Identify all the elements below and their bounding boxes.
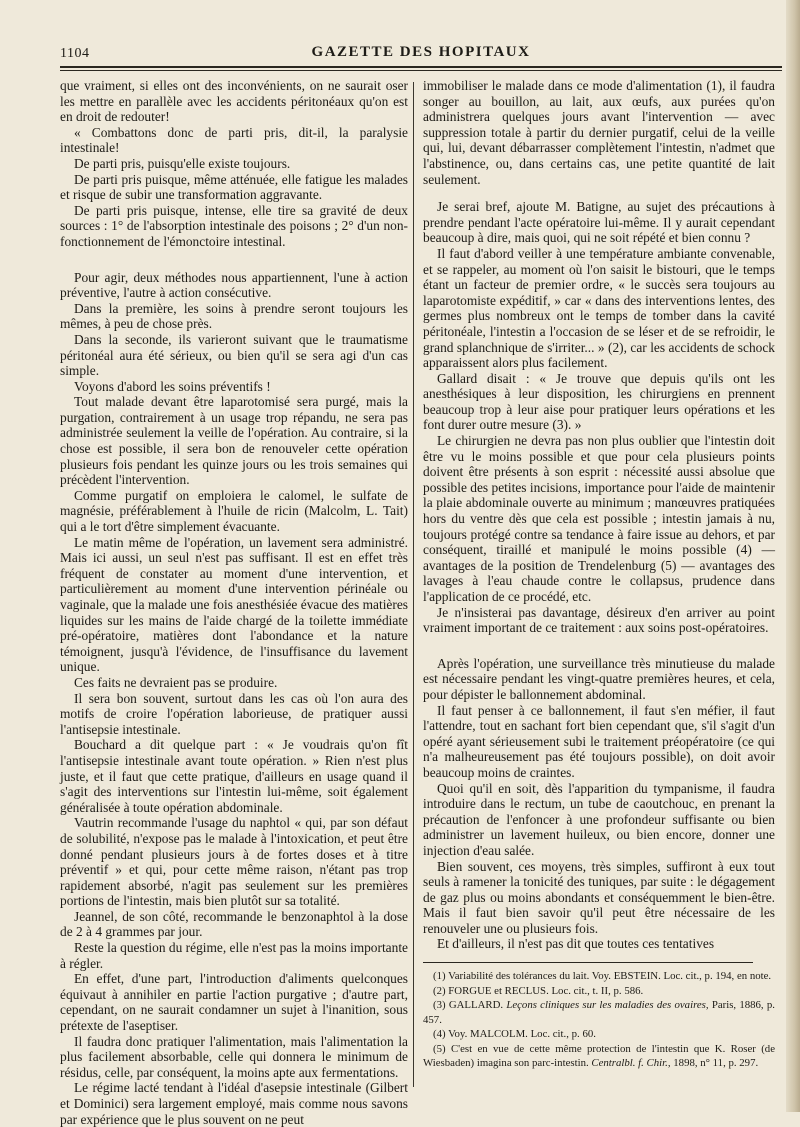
- footnote: [423, 984, 775, 999]
- paragraph: Voyons d'abord les soins préventifs !: [74, 378, 271, 394]
- paragraph: Il faudra donc pratiquer l'alimentation, mais l'alimentation la plus facilement absorbable, celle qui donnera le minimum de résidus, celle, par conséquent, la moins apte aux fermentations.: [60, 1033, 408, 1080]
- paragraph: Ces faits ne devraient pas se produire.: [74, 674, 278, 690]
- footnote-post: 1898, n° 11, p. 297.: [670, 1057, 759, 1070]
- paragraph: Le régime lacté tendant à l'idéal d'asepsie intestinale (Gilbert et Dominici) sera largement employé, mais comme nous savons par expérience que le plus souvent on ne peut: [60, 1080, 408, 1127]
- paragraph: Bouchard a dit quelque part : « Je voudrais qu'on fît l'antisepsie intestinale avant toute opération. » Rien n'est plus juste, et il faut que cette pratique, d'ailleurs en usage quand il s'agit des interventions sur l'intestin lui-même, soit également généralisée à toute opération abdominale.: [60, 737, 408, 815]
- footnote-pre: (5) C'est en vue de cette même protection de l'intestin que K. Roser (de Wiesbaden) imagina son parc-intestin.: [423, 1042, 775, 1070]
- paragraph: Il faut penser à ce ballonnement, il faut s'en méfier, il faut l'attendre, tout en sachant fort bien cependant que, s'il s'agit d'un opéré ayant sérieusement subi le traitement préopératoire (ce qui n'a malheureusement pas été toujours possible), on doit avoir beaucoup moins de craintes.: [423, 702, 775, 780]
- right-column-body: [423, 78, 775, 952]
- footnotes: [423, 969, 775, 1071]
- paragraph: En effet, d'une part, l'introduction d'aliments quelconques équivaut à annihiler en partie l'action purgative ; d'autre part, cependant, on ne saurait condamner un sujet à l'inanition, sous prétexte de l'aseptiser.: [60, 971, 408, 1034]
- section-break: [60, 250, 408, 270]
- paragraph: que vraiment, si elles ont des inconvénients, on ne saurait oser les mettre en parallèle avec les accidents péritonéaux qu'on est en droit de redouter!: [60, 78, 408, 125]
- paragraph: Le matin même de l'opération, un lavement sera administré. Mais ici aussi, un seul n'est pas suffisant. Il est en effet très fréquent de constater au moment d'une intervention, et particulièrement au moment d'une intervention périnéale ou vaginale, que la malade une fois anesthésiée évacue des matières liquides sur les mains de l'aide chargé de la toilette immédiate pré-opératoire, matières dont l'abondance et la nature témoignent, jusqu'à l'évidence, de l'insuffisance du lavement unique.: [60, 534, 408, 675]
- column-divider: [413, 82, 414, 1087]
- footnote-src: Centralbl. f. Chir.,: [591, 1057, 671, 1070]
- right-text-column: [423, 78, 775, 1071]
- left-text-column: [60, 78, 408, 1127]
- footnote: [423, 969, 775, 984]
- paragraph: Vautrin recommande l'usage du naphtol « qui, par son défaut de solubilité, n'expose pas le malade à l'intoxication, et peut être donné pendant plusieurs jours à de fortes doses et à titre préventif » et qui, pour cette même raison, n'étant pas trop rapidement absorbé, n'agit pas seulement sur les premières portions de l'intestin, mais bien plutôt sur sa totalité.: [60, 815, 408, 909]
- page-header: [60, 42, 782, 64]
- section-break: [423, 636, 775, 656]
- footnote-post: Paris, 1886, p. 457.: [423, 999, 775, 1026]
- paragraph: Je n'insisterai pas davantage, désireux d'en arriver au point vraiment important de ce traitement : aux soins post-opératoires.: [423, 604, 775, 636]
- footnote: [423, 998, 775, 1027]
- paragraph: Gallard disait : « Je trouve que depuis qu'ils ont les anesthésiques à leur disposition, les chirurgiens en prennent beaucoup trop à leur aise pour pratiquer leurs opérations et les font durer outre mesure (3). »: [423, 370, 775, 433]
- paragraph: Après l'opération, une surveillance très minutieuse du malade est nécessaire pendant les vingt-quatre premières heures, et cela, pour dépister le ballonnement abdominal.: [423, 655, 775, 702]
- paragraph: immobiliser le malade dans ce mode d'alimentation (1), il faudra songer au bouillon, au lait, aux œufs, aux purées qu'on administrera quelques jours avant l'intervention — avec suppression totale à partir du dernier purgatif, celui de la veille qui, lui, devant débarrasser complètement l'intestin, n'admet que l'abstinence, ou, dans certains cas, une petite quantité de lait seulement.: [423, 78, 775, 187]
- section-break: [423, 187, 775, 199]
- paragraph: Il faut d'abord veiller à une température ambiante convenable, et se rappeler, au moment où l'on saisit le bistouri, que le temps étant un facteur de premier ordre, « le succès sera toujours au laparotomiste expéditif, » car « dans des interventions lentes, des germes plus nombreux ont le temps de tomber dans la cavité péritonéale, l'intestin a l'occasion de se léser et de se refroidir, le grand splanchnique de s'irriter... » (2), car les accidents de schock apparaissent alors plus facilement.: [423, 245, 775, 371]
- paragraph: Quoi qu'il en soit, dès l'apparition du tympanisme, il faudra introduire dans le rectum, un tube de caoutchouc, en prenant la précaution de l'enfoncer à une profondeur suffisante ou bien administrer un lavement huileux, ou bien encore, donner une injection d'eau salée.: [423, 780, 775, 858]
- footnote: [423, 1027, 775, 1042]
- paragraph: Le chirurgien ne devra pas non plus oublier que l'intestin doit être vu le moins possible et que pour cela plusieurs points doivent être présents à son esprit : nécessité aussi absolue que possible des petites incisions, importance pour l'aide de maintenir la plaie abdominale ouverte au minimum ; manœuvres pratiquées hors du ventre dès que cela est possible ; intestin jamais à nu, toujours protégé contre sa tendance à faire issue au dehors, et par conséquent, tiraillé et manipulé le moins possible (4) — avantages de la position de Trendelenburg (5) — avantages des lavages à l'eau chaude contre le collapsus, prudence dans l'application de ce procédé, etc.: [423, 433, 775, 604]
- header-rule-thin: [60, 70, 782, 71]
- paragraph: Dans la seconde, ils varieront suivant que le traumatisme péritonéal aura été sérieux, ou bien qu'il se sera agi d'un cas simple.: [60, 331, 408, 379]
- paragraph: Comme purgatif on emploiera le calomel, le sulfate de magnésie, préférablement à l'huile de ricin (Malcolm, L. Tait) qui a le tort d'être simplement évacuante.: [60, 487, 408, 535]
- paragraph: De parti pris puisque, même atténuée, elle fatigue les malades et risque de subir une transformation aggravante.: [60, 171, 408, 203]
- footnote-src: Leçons cliniques sur les maladies des ovaires,: [506, 999, 709, 1012]
- paragraph: Tout malade devant être laparotomisé sera purgé, mais la purgation, contrairement à un usage trop répandu, ne sera pas administrée seulement la veille de l'opération. Au contraire, si la chose est possible, il sera bon de renouveler cette opération plusieurs fois pendant les quinze jours ou les trois semaines qui précèdent l'intervention.: [60, 394, 408, 488]
- paragraph: Et d'ailleurs, il n'est pas dit que toutes ces tentatives: [437, 936, 715, 952]
- paragraph: De parti pris, puisqu'elle existe toujours.: [74, 155, 291, 171]
- page-number: 1104: [60, 46, 90, 61]
- footnote-pre: (1) Variabilité des tolérances du lait. Voy. EBSTEIN. Loc. cit., p. 194, en note.: [433, 970, 772, 983]
- journal-title: GAZETTE DES HOPITAUX: [311, 44, 531, 60]
- paragraph: Reste la question du régime, elle n'est pas la moins importante à régler.: [60, 940, 408, 971]
- paragraph: Il sera bon souvent, surtout dans les cas où l'on aura des motifs de croire l'opération laborieuse, de pratiquer aussi l'antisepsie intestinale.: [60, 690, 408, 737]
- footnote-pre: (4) Voy. MALCOLM. Loc. cit., p. 60.: [433, 1028, 596, 1041]
- paragraph: « Combattons donc de parti pris, dit-il, la paralysie intestinale!: [60, 124, 408, 156]
- footnotes-rule: [423, 962, 753, 963]
- paragraph: Bien souvent, ces moyens, très simples, suffiront à eux tout seuls à ramener la tonicité des tuniques, par suite : le dégagement de gaz plus ou moins abondants et conséquemment le bien-être. Mais il faut bien savoir qu'il peut être nécessaire de les renouveler une ou plusieurs fois.: [423, 858, 775, 936]
- paragraph: Jeannel, de son côté, recommande le benzonaphtol à la dose de 2 à 4 grammes par jour.: [60, 908, 408, 940]
- paragraph: Pour agir, deux méthodes nous appartiennent, l'une à action préventive, l'autre à action consécutive.: [60, 269, 408, 301]
- footnote-pre: (3) GALLARD.: [433, 999, 507, 1012]
- footnote-pre: (2) FORGUE et RECLUS. Loc. cit., t. II, p. 586.: [433, 984, 644, 997]
- paragraph: Je serai bref, ajoute M. Batigne, au sujet des précautions à prendre pendant l'acte opératoire lui-même. Il y aurait cependant beaucoup à dire, mais quoi, qui ne soit répété et bien connu ?: [423, 199, 775, 246]
- paragraph: De parti pris puisque, intense, elle tire sa gravité de deux sources : 1° de l'absorption intestinale des poisons ; 2° d'un non-fonctionnement de l'émonctoire intestinal.: [60, 202, 408, 249]
- header-rule-thick: [60, 66, 782, 68]
- page-binding-edge: [786, 0, 800, 1112]
- paragraph: Dans la première, les soins à prendre seront toujours les mêmes, à peu de chose près.: [60, 300, 408, 332]
- footnote: [423, 1042, 775, 1071]
